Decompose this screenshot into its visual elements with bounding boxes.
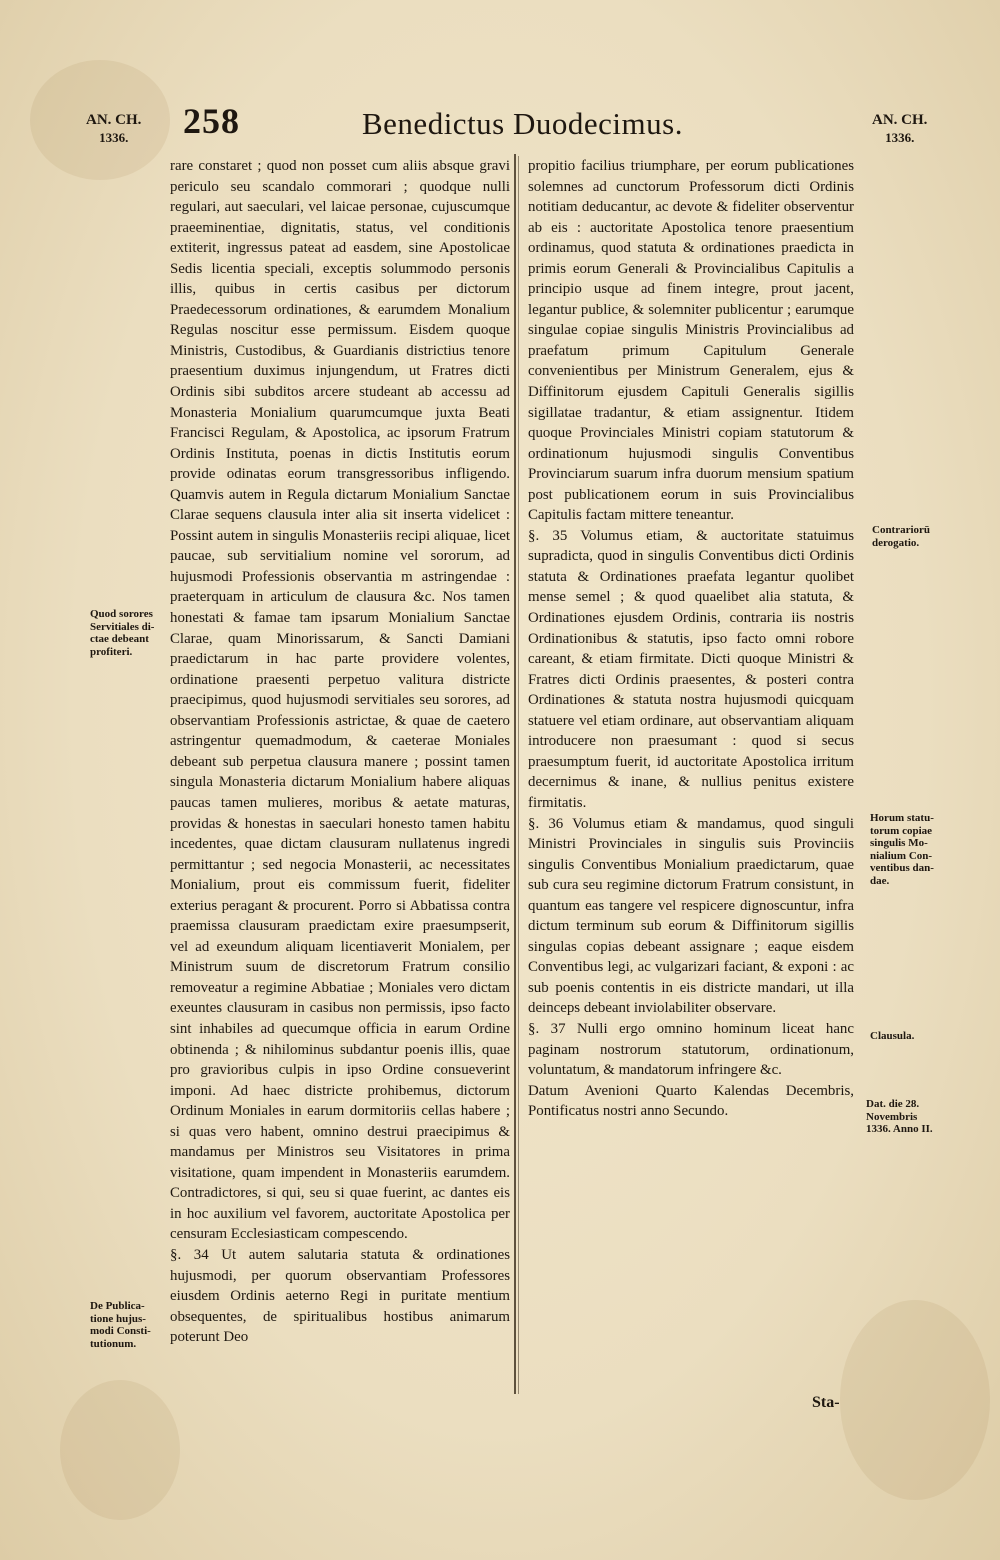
column-rule (514, 154, 516, 1394)
margin-note-line: ctae debeant (90, 633, 149, 645)
year-tag-value: 1336. (885, 130, 915, 145)
margin-note-line: tutionum. (90, 1337, 137, 1350)
paragraph: §. 37 Nulli ergo omnino hominum liceat hanc paginam nostrorum statutorum, ordinationum, voluntatum, & mandatorum infringere &c. (528, 1020, 854, 1079)
margin-note-line: De Publica- (90, 1300, 145, 1312)
year-tag-right (872, 112, 927, 146)
right-column (528, 156, 854, 1122)
margin-note (872, 524, 982, 549)
paragraph: rare constaret ; quod non posset cum aliis absque gravi periculo seu scandalo commorari ; quodque nulli regulari, aut saeculari, vel laicae personae, cujuscumque praeeminentiae, dignitatis, status, vel conditionis extiterit, ingressus pateat ad easdem, sine Apostolicae Sedis licentia speciali, exceptis solummodo personis illis, quibus in certis casibus per dictorum Praedecessorum ordinationes, & earumdem Monalium Regulas noscitur esse permissum. Eisdem quoque Ministris, Custodibus, & Guardianis districtius tenore praesentium duximus injungendum, ut Fratres dicti Ordinis sibi subditos arcere studeant ab accessu ad Monasteria Monialium quarumcumque juxta Beati Francisci Regulam, & Apostolica, ac ipsorum Fratrum Ordinis Instituta, poenas in dictis Institutis eorum provide odinatas eorum transgressoribus infligendo. Quamvis autem in Regula dictarum Monialium Sanctae Clarae sequens clausula inter alia sit inserta videlicet : Possint autem in singulis Monasteriis recipi aliquae, licet paucae, sub servitialium nomine vel sororum, ad hujusmodi Professionis observantia m astringendae : praeterquam in articulum de clausura &c. Nos tamen honestati & famae tam ipsarum Monialium Sanctae Clarae, quam Minorissarum, & Sancti Damiani praedictarum in hac parte providere volentes, ordinatione praesenti perpetuo valitura districte praecipimus, quod hujusmodi servitiales seu sorores, ad observantiam Professionis astrictae, & quae de caetero astringentur quemadmodum, & caeterae Moniales debeant sub perpetua clausura manere ; possint tamen singula Monasteria dictarum Monialium habere aliquas paucas tamen mulieres, moribus & aetate maturas, providas & honestas in saeculari honesto tamen habitu incedentes, quae dictam clausuram nullatenus ingredi permittantur ; sed negocia Monasterii, ac necessitates Monialium, prout eis commissum fuerit, fideliter exterius peragant & procurent. Porro si Abbatissa contra praemissa clausuram praedictam exire praesumpserit, vel ad exeundum aliquam licentiaverit Monialem, per Ministrum suum de discretorum Fratrum consilio removeatur a regimine Abbatiae ; Moniales vero dictam exeuntes clausuram in casibus non permissis, ipso facto sint inhabiles ad quecumque officia in earum Ordine obtinenda ; & nihilominus subdantur poenis illis, quae pro gravioribus culpis in ipso Ordine consueverint imponi. Ad haec districte prohibemus, dictorum Ordinum Moniales in earum dormitoriis cellas habere ; si quas vero habent, omnino destrui praecipimus & mandamus per Ministros seu Visitatores in prima visitatione, quam impendent in Monasteriis earumdem. Contradictores, si qui, seu si quae fuerint, ac dantes eis in hoc auxilium vel favorem, auctoritate Apostolica per censuram Ecclesiasticam compescendo. (170, 158, 510, 1243)
year-tag-value: 1336. (99, 130, 129, 145)
paragraph: §. 35 Volumus etiam, & auctoritate statuimus supradicta, quod in singulis Conventibus dicti Ordinis statuta & Ordinationes praefata legantur quolibet mense semel ; & quod quaelibet alia statuta, & Ordinationes ejusdem Ordinis, contraria iis nostris Ordinationibus & statutis, ipso facto omni robore careant, & etiam firmitate. Dicti quoque Ministri & Fratres dicti Ordinis praesentes, & posteri contra Ordinationes & statuta nostra hujusmodi quicquam statuere vel etiam ordinare, aut observantiam aliquam introducere non praesumant : quod si secus praesumptum fuerit, id auctoritate Apostolica irritum decernimus & inane, & nullius penitus existere firmitatis. (528, 527, 854, 811)
margin-note-line: modi Consti- (90, 1325, 151, 1337)
running-title: Benedictus Duodecimus. (362, 106, 683, 141)
margin-note (90, 608, 168, 658)
margin-note-line: nialium Con- (870, 849, 933, 862)
margin-note-line: profiteri. (90, 645, 133, 658)
margin-note (866, 1098, 984, 1136)
paragraph: Datum Avenioni Quarto Kalendas Decembris, Pontificatus nostri anno Secundo. (528, 1082, 854, 1120)
margin-note-line: 1336. Anno II. (866, 1123, 933, 1135)
margin-note-line: derogatio. (872, 536, 920, 549)
catchword: Sta- (812, 1394, 840, 1411)
margin-note-line: ventibus dan- (870, 862, 934, 874)
margin-note-line: tione hujus- (90, 1312, 146, 1325)
margin-note-line: dae. (870, 874, 890, 887)
margin-note-line: torum copiae (870, 824, 933, 837)
column-rule (518, 156, 519, 1394)
margin-note-line: Quod sorores (90, 608, 153, 620)
paragraph: propitio facilius triumphare, per eorum publicationes solemnes ad cunctorum Professorum dicti Ordinis notitiam deducantur, ac devote & fideliter observentur ab eis : auctoritate Apostolica tenore praesentium ordinamus, quod statuta & ordinationes praedicta in primis eorum Generali & Provincialibus Capitulis a principio usque ad finem integre, prout jacent, legantur publice, & solemniter publicentur ; earumque singulae copiae singulis Ministris Provincialibus ad praefatum primum Capitulum Generale convenientibus per Ministrum Generalem, ejus & Diffinitorum ejusdem Capituli Generalis sigillis sigillatae tradantur, & etiam assignentur. Itidem quoque Provinciales Ministri copiam statutorum & ordinationum hujusmodi singulis Conventibus Provinciarum suarum infra duorum mensium spatium post publicationem eorum in suis Provincialibus Capitulis factam mittere teneantur. (528, 158, 854, 524)
margin-note (870, 812, 982, 887)
margin-note (870, 1030, 982, 1043)
year-tag-left (86, 112, 141, 146)
year-tag-label: AN. CH. (872, 112, 928, 128)
page-number: 258 (183, 101, 240, 141)
margin-note-line: Dat. die 28. (866, 1098, 920, 1110)
left-column (170, 156, 510, 1348)
margin-note-line: Horum statu- (870, 812, 934, 824)
margin-note-line: singulis Mo- (870, 837, 928, 849)
paragraph: §. 36 Volumus etiam & mandamus, quod singuli Ministri Provinciales in singulis suis Provinciis singulis Conventibus Monialium praedictarum, quae sub cura seu regimine dictorum Fratrum consistunt, in quantum eas tangere vel respicere dignoscuntur, infra dictum terminum sub eorum & Diffinitorum sigillis singulas copias debeant assignare ; eaque eisdem Conventibus legi, ac vulgarizari faciant, & exponi : ac sub poenis contentis in eis districte mandari, ut illa deinceps debeant inviolabiliter observare. (528, 815, 854, 1017)
margin-note-line: Contrariorū (872, 524, 931, 536)
paragraph: §. 34 Ut autem salutaria statuta & ordinationes hujusmodi, per quorum observantiam Professores eiusdem Ordinis aeterno Regi in puritate mentium obsequentes, de spiritualibus hostibus animarum poterunt Deo (170, 1246, 510, 1346)
margin-note-line: Clausula. (870, 1030, 915, 1042)
paper-stain (840, 1300, 990, 1500)
margin-note (90, 1300, 168, 1350)
margin-note-line: Novembris (866, 1110, 918, 1123)
year-tag-label: AN. CH. (86, 112, 142, 128)
margin-note-line: Servitiales di- (90, 620, 155, 633)
paper-stain (60, 1380, 180, 1520)
